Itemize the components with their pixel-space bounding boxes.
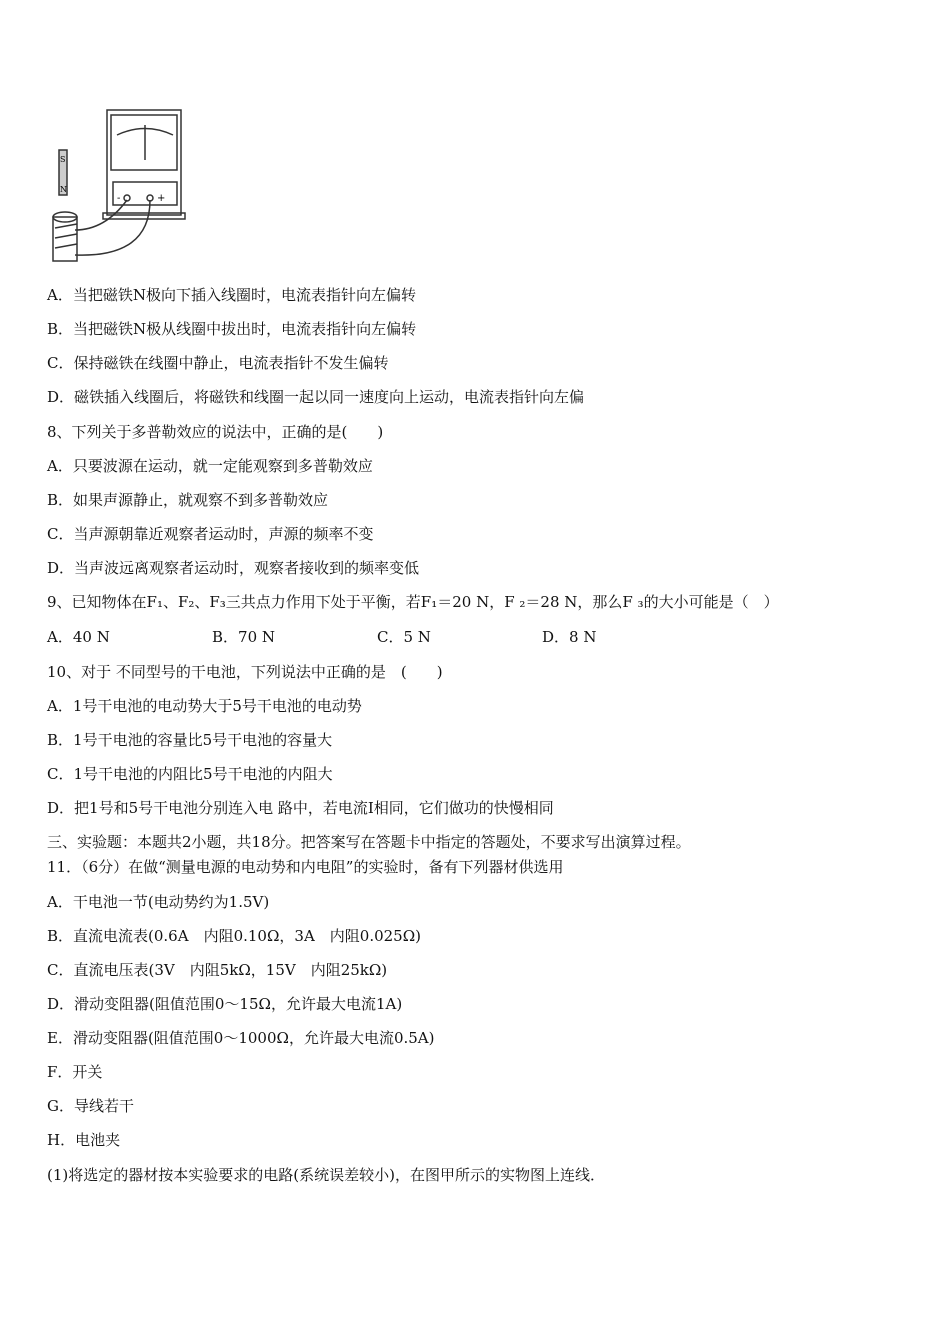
- q9-option-d: D．8 N: [542, 628, 597, 646]
- section-3-heading: 三、实验题：本题共2小题，共18分。把答案写在答题卡中指定的答题处，不要求写出演算过程。: [47, 833, 691, 851]
- q9-stem: 9、已知物体在F₁、F₂、F₃三共点力作用下处于平衡，若F₁＝20 N，F ₂＝28 N，那么F ₃的大小可能是（ ）: [47, 593, 779, 611]
- q10-stem: 10、对于 不同型号的干电池，下列说法中正确的是 ( ): [47, 663, 443, 681]
- q10-option-d: D．把1号和5号干电池分别连入电 路中，若电流I相同，它们做功的快慢相同: [47, 799, 554, 817]
- q7-option-a: A．当把磁铁N极向下插入线圈时，电流表指针向左偏转: [47, 286, 416, 304]
- magnet-s-label: S: [60, 155, 66, 164]
- q11-option-h: H．电池夹: [47, 1131, 121, 1149]
- q11-stem: 11．（6分）在做“测量电源的电动势和内电阻”的实验时，备有下列器材供选用: [47, 858, 564, 876]
- meter-plus-label: +: [157, 193, 166, 204]
- q10-option-c: C．1号干电池的内阻比5号干电池的内阻大: [47, 765, 333, 783]
- q9-option-b: B．70 N: [212, 628, 276, 646]
- q11-option-b: B．直流电流表(0.6A 内阻0.10Ω，3A 内阻0.025Ω): [47, 927, 422, 945]
- q7-option-d: D．磁铁插入线圈后，将磁铁和线圈一起以同一速度向上运动，电流表指针向左偏: [47, 388, 585, 406]
- q10-option-b: B．1号干电池的容量比5号干电池的容量大: [47, 731, 333, 749]
- q11-option-f: F．开关: [47, 1063, 103, 1081]
- q9-option-a: A．40 N: [47, 628, 110, 646]
- q9-option-c: C．5 N: [377, 628, 431, 646]
- q8-option-b: B．如果声源静止，就观察不到多普勒效应: [47, 491, 329, 509]
- galvanometer-coil-magnet-figure: [45, 100, 205, 265]
- q11-option-a: A．干电池一节(电动势约为1.5V): [47, 893, 270, 911]
- q8-option-d: D．当声波远离观察者运动时，观察者接收到的频率变低: [47, 559, 420, 577]
- q8-stem: 8、下列关于多普勒效应的说法中，正确的是( ): [47, 423, 384, 441]
- meter-minus-label: -: [117, 193, 121, 204]
- q11-option-d: D．滑动变阻器(阻值范围0～15Ω，允许最大电流1A): [47, 995, 403, 1013]
- q10-option-a: A．1号干电池的电动势大于5号干电池的电动势: [47, 697, 362, 715]
- q11-option-g: G．导线若干: [47, 1097, 134, 1115]
- q11-option-e: E．滑动变阻器(阻值范围0～1000Ω，允许最大电流0.5A): [47, 1029, 435, 1047]
- q11-part1: (1)将选定的器材按本实验要求的电路(系统误差较小)，在图甲所示的实物图上连线．: [47, 1166, 605, 1184]
- q7-option-b: B．当把磁铁N极从线圈中拔出时，电流表指针向左偏转: [47, 320, 417, 338]
- q8-option-a: A．只要波源在运动，就一定能观察到多普勒效应: [47, 457, 373, 475]
- q8-option-c: C．当声源朝靠近观察者运动时，声源的频率不变: [47, 525, 374, 543]
- q11-option-c: C．直流电压表(3V 内阻5kΩ，15V 内阻25kΩ): [47, 961, 388, 979]
- q7-option-c: C．保持磁铁在线圈中静止，电流表指针不发生偏转: [47, 354, 389, 372]
- magnet-n-label: N: [60, 185, 67, 194]
